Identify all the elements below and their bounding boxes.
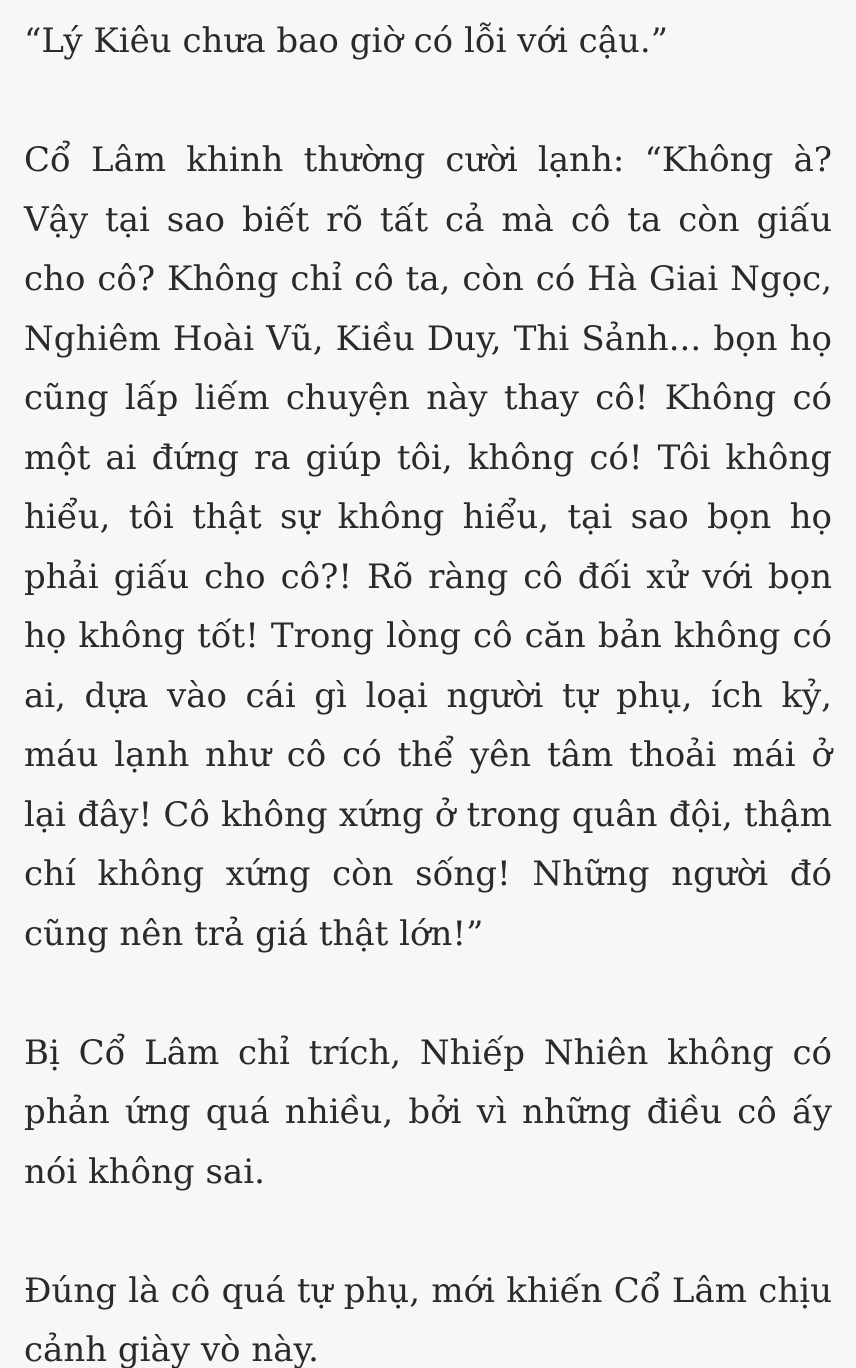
paragraph-2: Cổ Lâm khinh thường cười lạnh: “Không à? Vậy tại sao biết rõ tất cả mà cô ta còn giấu cho cô? Không chỉ cô ta, còn có Hà Giai Ngọc, Nghiêm Hoài Vũ, Kiều Duy, Thi Sảnh... bọn họ cũng lấp liếm chuyện này thay cô! Không có một ai đứng ra giúp tôi, không có! Tôi không hiểu, tôi thật sự không hiểu, tại sao bọn họ phải giấu cho cô?! Rõ ràng cô đối xử với bọn họ không tốt! Trong lòng cô căn bản không có ai, dựa vào cái gì loại người tự phụ, ích kỷ, máu lạnh như cô có thể yên tâm thoải mái ở lại đây! Cô không xứng ở trong quân đội, thậm chí không xứng còn sống! Những người đó cũng nên trả giá thật lớn!” — [24, 140, 832, 954]
paragraph-1: “Lý Kiêu chưa bao giờ có lỗi với cậu.” — [24, 21, 669, 61]
paragraph-4: Đúng là cô quá tự phụ, mới khiến Cổ Lâm chịu cảnh giày vò này. — [24, 1270, 832, 1368]
story-text — [24, 12, 832, 1368]
paragraph-3: Bị Cổ Lâm chỉ trích, Nhiếp Nhiên không có phản ứng quá nhiều, bởi vì những điều cô ấy nói không sai. — [24, 1032, 832, 1192]
